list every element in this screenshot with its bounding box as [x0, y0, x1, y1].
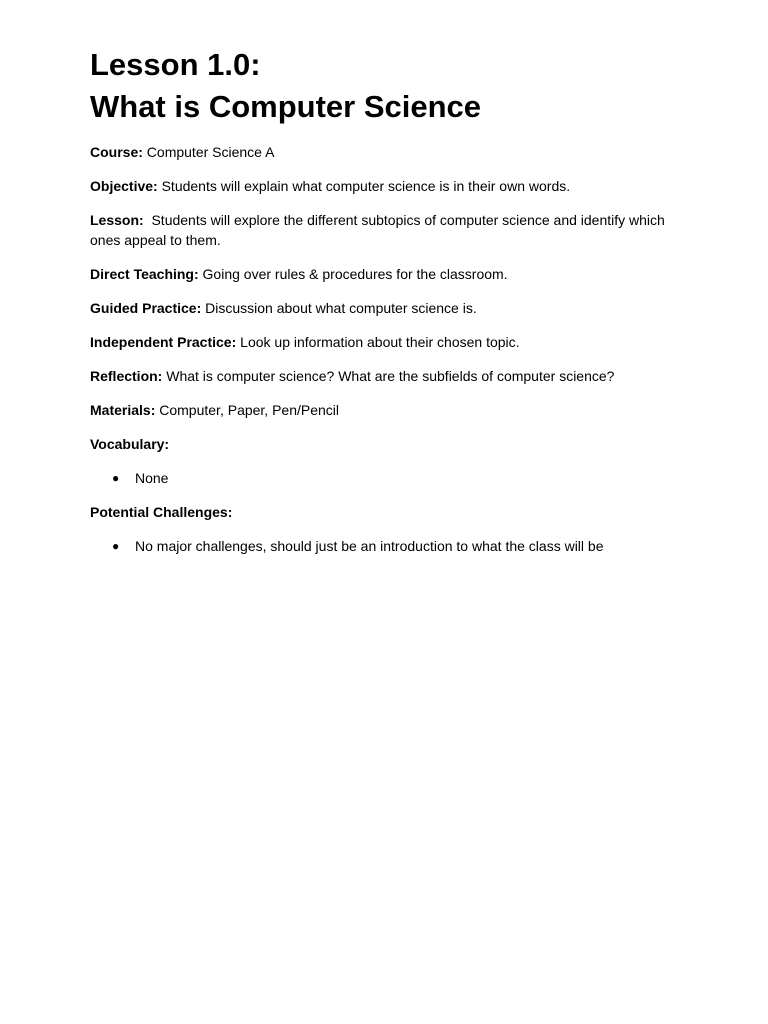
lesson-title-line-1: Lesson 1.0: — [90, 47, 261, 82]
potential-challenges-heading — [90, 502, 680, 522]
course-value: Computer Science A — [142, 144, 275, 160]
objective-field — [90, 176, 680, 196]
vocabulary-item-text: None — [135, 470, 169, 486]
independent-practice-value: Look up information about their chosen topic. — [236, 334, 520, 350]
bullet-icon: ● — [112, 539, 120, 553]
independent-practice-field — [90, 332, 680, 352]
potential-challenges-label: Potential Challenges: — [90, 504, 233, 520]
objective-label: Objective: — [90, 178, 158, 194]
materials-label: Materials: — [90, 402, 156, 418]
lesson-field — [90, 210, 680, 250]
lesson-document — [90, 44, 680, 570]
vocabulary-list — [90, 468, 680, 488]
course-label: Course: — [90, 144, 143, 160]
objective-value: Students will explain what computer science is in their own words. — [157, 178, 571, 194]
challenge-item-text: No major challenges, should just be an introduction to what the class will be — [135, 538, 604, 554]
reflection-label: Reflection: — [90, 368, 163, 384]
vocabulary-label: Vocabulary: — [90, 436, 170, 452]
materials-value: Computer, Paper, Pen/Pencil — [155, 402, 340, 418]
bullet-icon: ● — [112, 471, 120, 485]
reflection-value: What is computer science? What are the subfields of computer science? — [162, 368, 615, 384]
guided-practice-label: Guided Practice: — [90, 300, 202, 316]
independent-practice-label: Independent Practice: — [90, 334, 237, 350]
lesson-title — [90, 44, 680, 128]
course-field — [90, 142, 680, 162]
direct-teaching-value: Going over rules & procedures for the classroom. — [198, 266, 508, 282]
vocabulary-heading — [90, 434, 680, 454]
potential-challenges-list — [90, 536, 680, 556]
lesson-label: Lesson: — [90, 212, 144, 228]
reflection-field — [90, 366, 680, 386]
lesson-value: Students will explore the different subtopics of computer science and identify which ones appeal to them. — [90, 212, 669, 248]
materials-field — [90, 400, 680, 420]
direct-teaching-field — [90, 264, 680, 284]
guided-practice-field — [90, 298, 680, 318]
lesson-title-line-2: What is Computer Science — [90, 89, 482, 124]
list-item — [90, 468, 680, 488]
direct-teaching-label: Direct Teaching: — [90, 266, 199, 282]
guided-practice-value: Discussion about what computer science is. — [201, 300, 477, 316]
list-item — [90, 536, 680, 556]
